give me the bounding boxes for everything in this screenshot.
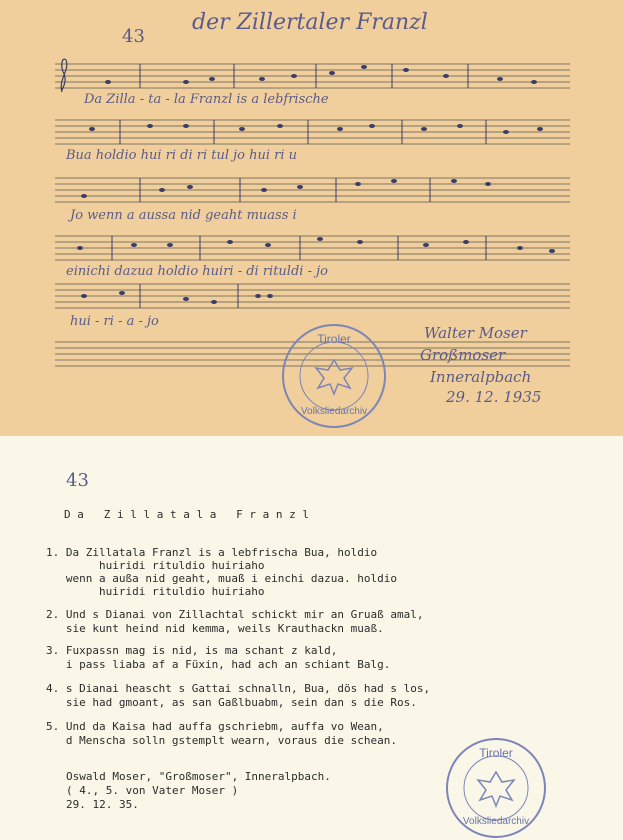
archive-stamp <box>446 738 546 838</box>
transcript-number: 43 <box>66 470 89 491</box>
verse-line: huiridi rituldio huiriaho <box>46 559 265 572</box>
source-line: ( 4., 5. von Vater Moser ) <box>66 784 239 797</box>
lyric-line: einichi dazua holdio huiri - di rituldi - jo <box>66 264 328 279</box>
verse-line: 5. Und da Kaisa had auffa gschriebm, auffa vo Wean, <box>46 720 384 733</box>
lyric-line: Jo wenn a aussa nid geaht muass i <box>70 208 297 223</box>
stamp-bottom-text: Volksliedarchiv <box>300 406 368 417</box>
signature-place: Inneralpbach <box>430 368 532 386</box>
verse-line: d Menscha solln gstemplt wearn, voraus die schean. <box>46 734 397 747</box>
lyric-line: Bua holdio hui ri di ri tul jo hui ri u <box>66 148 298 163</box>
stamp-bottom-text: Volksliedarchiv <box>462 816 530 827</box>
source-date: 29. 12. 35. <box>66 798 139 811</box>
verse-line: i pass liaba af a Füxin, had ach an schiant Balg. <box>46 658 391 671</box>
manuscript-number: 43 <box>122 26 145 47</box>
signature-name: Walter Moser <box>424 324 527 342</box>
verse-line: 1. Da Zillatala Franzl is a lebfrischa Bua, holdio <box>46 546 378 559</box>
stamp-top-text: Tiroler <box>317 332 351 346</box>
stamp-top-text: Tiroler <box>479 746 513 760</box>
verse-line: 4. s Dianai heascht s Gattai schnalln, Bua, dös had s los, <box>46 682 431 695</box>
verse-line: 2. Und s Dianai von Zillachtal schickt mir an Gruaß amal, <box>46 608 424 621</box>
verse-line: 3. Fuxpassn mag is nid, is ma schant z kald, <box>46 644 338 657</box>
transcript-card <box>0 436 623 840</box>
lyric-line: Da Zilla - ta - la Franzl is a lebfrische <box>84 92 329 107</box>
manuscript-title: der Zillertaler Franzl <box>192 10 428 35</box>
lyric-line: hui - ri - a - jo <box>70 314 159 329</box>
signature-farm: Großmoser <box>420 346 506 364</box>
transcript-title: D a Z i l l a t a l a F r a n z l <box>64 508 310 521</box>
archive-stamp <box>282 324 386 428</box>
verse-line: huiridi rituldio huiriaho <box>46 585 265 598</box>
verse-line: sie kunt heind nid kemma, weils Krauthackn muaß. <box>46 622 384 635</box>
source-line: Oswald Moser, "Großmoser", Inneralpbach. <box>66 770 331 783</box>
manuscript-date: 29. 12. 1935 <box>446 388 542 406</box>
verse-line: sie had gmoant, as san Gaßlbuabm, sein dan s die Ros. <box>46 696 417 709</box>
verse-line: wenn a außa nid geaht, muaß i einchi dazua. holdio <box>46 572 397 585</box>
